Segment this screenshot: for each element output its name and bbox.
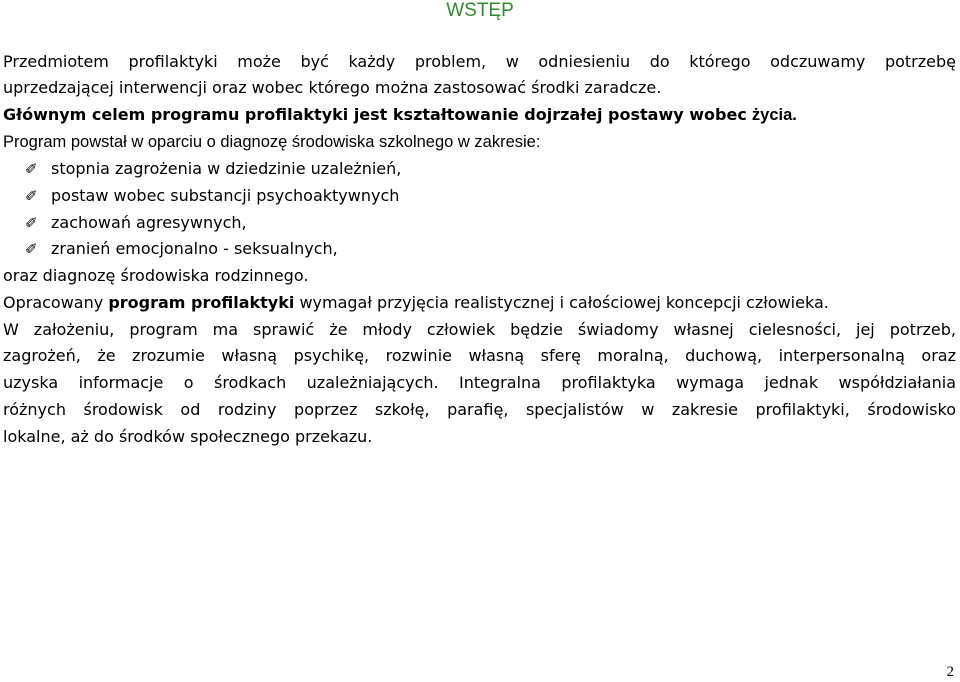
concept-sentence	[3, 293, 829, 313]
list-item-text: zranień emocjonalno - seksualnych,	[51, 239, 338, 258]
pencil-bullet-icon: ✐	[25, 160, 38, 178]
list-item	[25, 239, 338, 259]
page-number: 2	[946, 664, 954, 680]
concept-bold: program profilaktyki	[108, 293, 295, 312]
goal-text: Głównym celem programu profilaktyki jest kształtowanie dojrzałej postawy wobec	[3, 105, 747, 124]
paragraph-line: uzyska informacje o środkach uzależniających. Integralna profilaktyka wymaga jednak współdziałania	[3, 373, 956, 392]
goal-statement	[3, 105, 797, 125]
paragraph-line: uprzedzającej interwencji oraz wobec którego można zastosować środki zaradcze.	[3, 78, 662, 97]
diagnosis-intro: Program powstał w oparciu o diagnozę środowiska szkolnego w zakresie:	[3, 133, 541, 151]
list-item	[25, 213, 247, 233]
diagnosis-outro: oraz diagnozę środowiska rodzinnego.	[3, 266, 309, 285]
paragraph-line: lokalne, aż do środków społecznego przekazu.	[3, 427, 373, 446]
list-item-text: zachowań agresywnych,	[51, 213, 247, 232]
paragraph-line: W założeniu, program ma sprawić że młody człowiek będzie świadomy własnej cielesności, jej potrzeb,	[3, 320, 956, 339]
pencil-bullet-icon: ✐	[25, 214, 38, 232]
list-item-text: stopnia zagrożenia w dziedzinie uzależnień,	[51, 159, 402, 178]
pencil-bullet-icon: ✐	[25, 240, 38, 258]
list-item	[25, 159, 401, 179]
goal-text-end: życia.	[751, 106, 797, 124]
concept-pre: Opracowany	[3, 293, 109, 312]
pencil-bullet-icon: ✐	[25, 187, 38, 205]
paragraph-line: Przedmiotem profilaktyki może być każdy problem, w odniesieniu do którego odczuwamy potrzebę	[3, 52, 956, 71]
concept-post: wymagał przyjęcia realistycznej i całościowej koncepcji człowieka.	[294, 293, 829, 312]
list-item	[25, 186, 399, 206]
page-title: WSTĘP	[446, 0, 514, 21]
list-item-text: postaw wobec substancji psychoaktywnych	[51, 186, 400, 205]
paragraph-line: zagrożeń, że zrozumie własną psychikę, rozwinie własną sferę moralną, duchową, interpersonalną oraz	[3, 346, 956, 365]
paragraph-line: różnych środowisk od rodziny poprzez szkołę, parafię, specjalistów w zakresie profilaktyki, środowisko	[3, 400, 956, 419]
